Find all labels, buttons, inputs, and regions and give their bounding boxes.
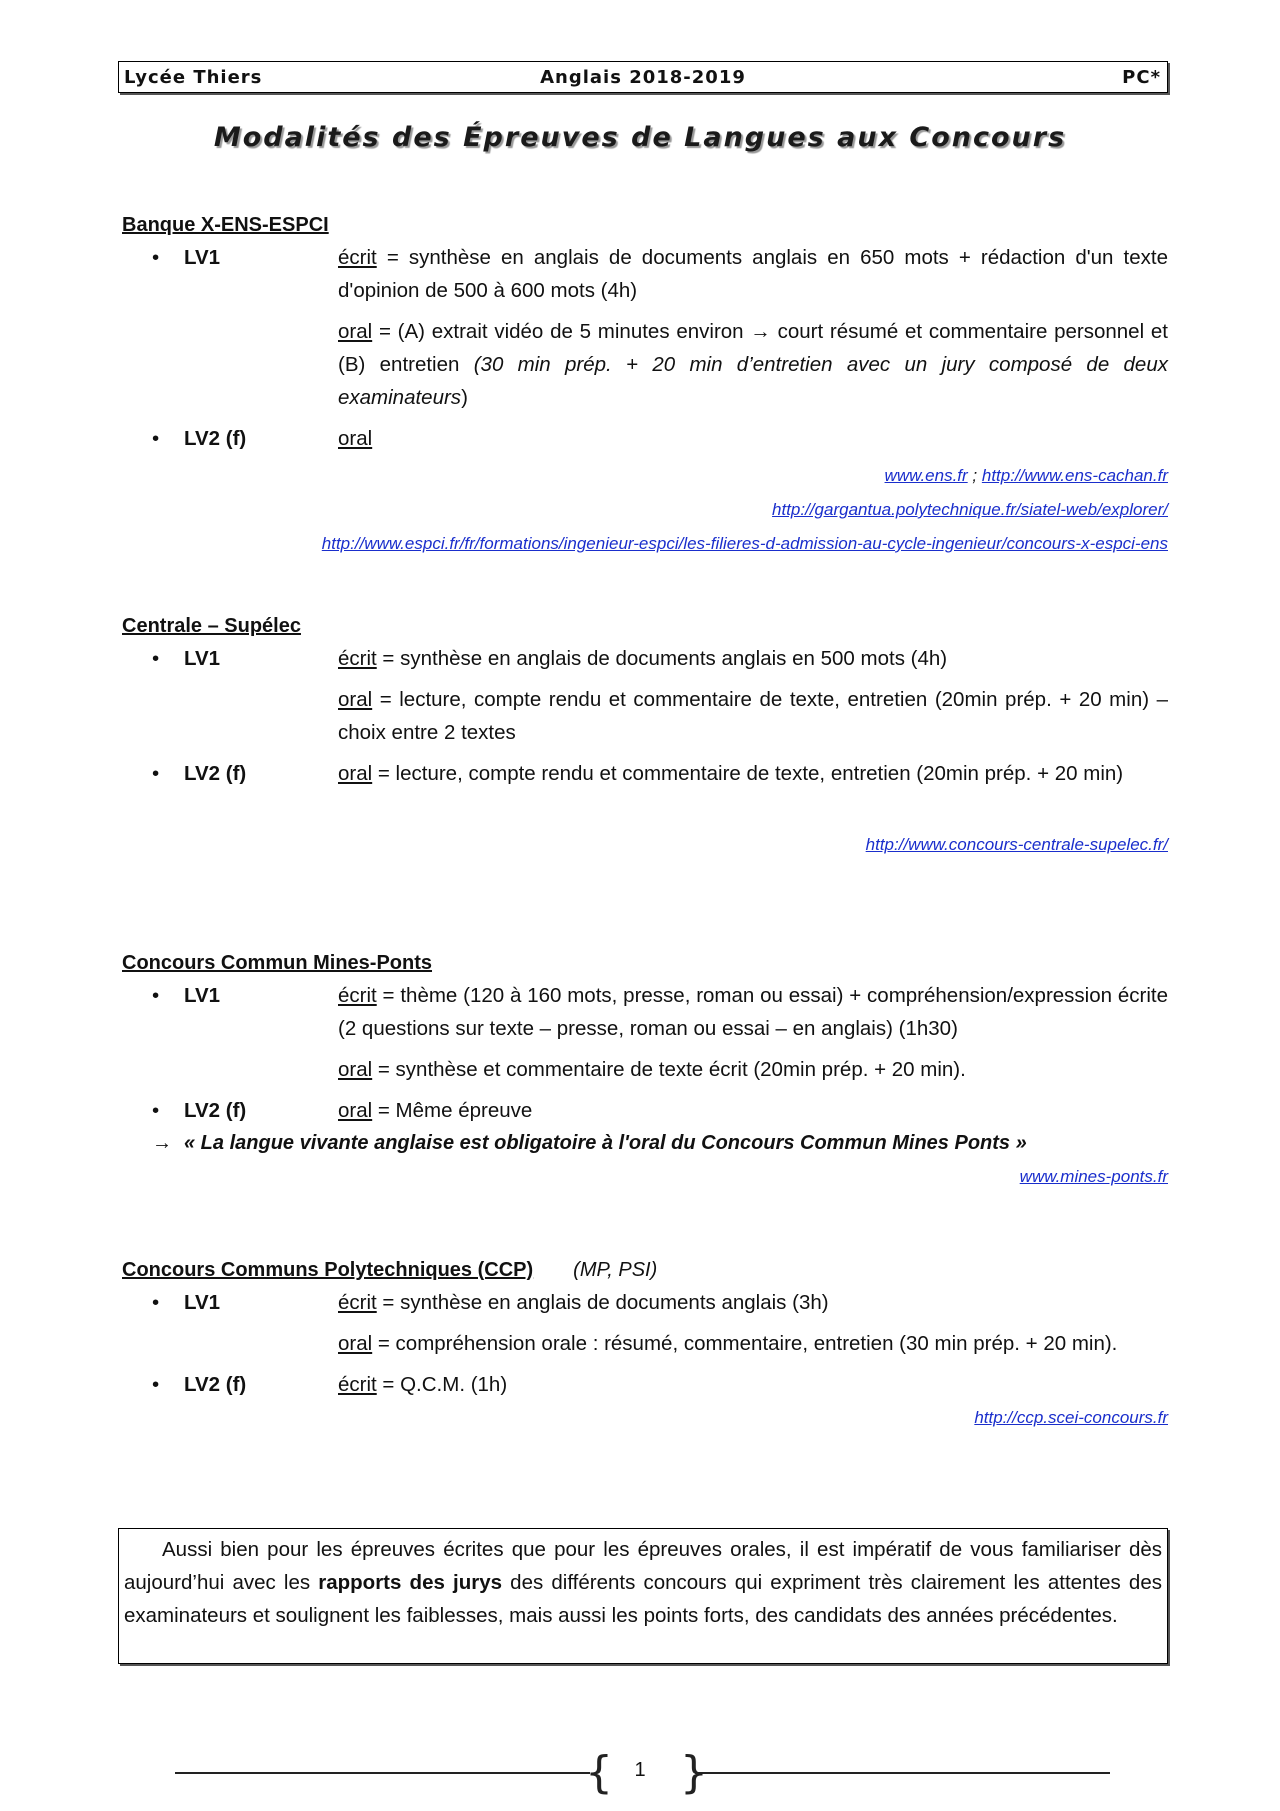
links-block: www.ens.fr ; http://www.ens-cachan.fr http://gargantua.polytechnique.fr/siatel-web/explorer/ http://www.espci.fr/fr/formations/ingenieur-espci/les-filieres-d-admission-au-cycle-ingenieur/concours-x-espci-ens	[321, 466, 1168, 553]
link-ens[interactable]: www.ens.fr	[884, 466, 968, 485]
list-item	[122, 979, 1168, 1045]
exam-description: écrit = synthèse en anglais de documents anglais en 650 mots + rédaction d'un texte d'opinion de 500 à 600 mots (4h)	[338, 246, 1168, 302]
link-ens-cachan[interactable]: http://www.ens-cachan.fr	[981, 466, 1168, 485]
page-title: Modalités des Épreuves de Langues aux Concours	[213, 122, 1067, 153]
list-item	[122, 642, 1168, 675]
section-title: Concours Communs Polytechniques (CCP) (MP, PSI)	[122, 1259, 658, 1281]
exam-description: oral = lecture, compte rendu et commentaire de texte, entretien (20min prép. + 20 min)	[338, 762, 1124, 785]
arrow-icon: →	[152, 1132, 172, 1154]
bullet: •	[152, 647, 160, 670]
bullet: •	[152, 1373, 160, 1396]
links-block	[122, 828, 1168, 862]
section-centrale-supelec	[122, 615, 1168, 862]
section-note: (MP, PSI)	[573, 1259, 658, 1281]
bullet: •	[152, 762, 160, 785]
bullet: •	[152, 246, 160, 269]
exam-description: oral = lecture, compte rendu et commentaire de texte, entretien (20min prép. + 20 min) – choix entre 2 textes	[338, 688, 1168, 744]
jury-reports-notice: Aussi bien pour les épreuves écrites que pour les épreuves orales, il est impératif de vous familiariser dès aujourd’hui avec les rapports des jurys des différents concours qui expriment très clairement les attentes des examinateurs et soulignent les faiblesses, mais aussi les points forts, des candidats des années précédentes.	[118, 1528, 1168, 1664]
list-item	[122, 1286, 1168, 1319]
link-mines-ponts[interactable]: www.mines-ponts.fr	[1019, 1167, 1168, 1186]
section-title: Concours Commun Mines-Ponts	[122, 952, 433, 974]
link-centrale[interactable]: http://www.concours-centrale-supelec.fr/	[865, 835, 1168, 854]
list-item	[122, 1094, 1168, 1127]
exam-description: écrit = synthèse en anglais de documents anglais en 500 mots (4h)	[338, 647, 948, 670]
language-label: LV1	[184, 984, 221, 1007]
brace-right-icon: }	[680, 1747, 708, 1798]
section-title: Centrale – Supélec	[122, 615, 301, 637]
section-title: Banque X-ENS-ESPCI	[122, 214, 329, 236]
list-item	[122, 241, 1168, 307]
language-label: LV2 (f)	[184, 762, 247, 785]
list-item	[122, 422, 1168, 455]
brace-left-icon: {	[585, 1747, 613, 1798]
section-x-ens-espci	[122, 214, 1168, 561]
exam-description: écrit = thème (120 à 160 mots, presse, roman ou essai) + compréhension/expression écrite (2 questions sur texte – presse, roman ou essai – en anglais) (1h30)	[338, 984, 1168, 1040]
list-item	[122, 315, 1168, 414]
mandatory-notice: → « La langue vivante anglaise est obligatoire à l'oral du Concours Commun Mines Ponts »	[152, 1127, 1168, 1160]
section-mines-ponts	[122, 952, 1168, 1194]
header-course: Anglais 2018-2019	[540, 67, 746, 88]
language-label: LV1	[184, 1291, 221, 1314]
link-espci[interactable]: http://www.espci.fr/fr/formations/ingenieur-espci/les-filieres-d-admission-au-cycle-ingenieur/concours-x-espci-ens	[321, 534, 1168, 553]
bullet: •	[152, 427, 160, 450]
exam-description: oral = compréhension orale : résumé, commentaire, entretien (30 min prép. + 20 min).	[338, 1332, 1118, 1355]
language-label: LV2 (f)	[184, 427, 247, 450]
exam-description: oral = (A) extrait vidéo de 5 minutes environ → court résumé et commentaire personnel et (B) entretien (30 min prép. + 20 min d’entretien avec un jury composé de deux examinateurs)	[338, 320, 1168, 409]
jury-reports-emphasis: rapports des jurys	[318, 1571, 503, 1594]
list-item	[122, 683, 1168, 749]
exam-description: écrit = synthèse en anglais de documents anglais (3h)	[338, 1291, 829, 1314]
link-polytechnique[interactable]: http://gargantua.polytechnique.fr/siatel-web/explorer/	[772, 500, 1168, 519]
language-label: LV2 (f)	[184, 1099, 247, 1122]
list-item	[122, 1368, 1168, 1401]
header-class: PC*	[1122, 67, 1161, 88]
link-ccp[interactable]: http://ccp.scei-concours.fr	[974, 1408, 1168, 1427]
bullet: •	[152, 984, 160, 1007]
language-label: LV1	[184, 246, 221, 269]
bullet: •	[152, 1291, 160, 1314]
language-label: LV2 (f)	[184, 1373, 247, 1396]
language-label: LV1	[184, 647, 221, 670]
bullet: •	[152, 1099, 160, 1122]
exam-description: oral	[338, 427, 373, 450]
exam-description: oral = Même épreuve	[338, 1099, 533, 1122]
exam-description: écrit = Q.C.M. (1h)	[338, 1373, 508, 1396]
page-number: 1	[634, 1759, 646, 1781]
header-bar	[118, 61, 1168, 93]
list-item	[122, 757, 1168, 790]
list-item	[122, 1053, 1168, 1086]
links-block	[122, 1160, 1168, 1194]
header-school: Lycée Thiers	[124, 67, 263, 88]
links-block	[122, 1401, 1168, 1435]
list-item	[122, 1327, 1168, 1360]
section-ccp	[122, 1259, 1168, 1435]
exam-description: oral = synthèse et commentaire de texte écrit (20min prép. + 20 min).	[338, 1058, 966, 1081]
